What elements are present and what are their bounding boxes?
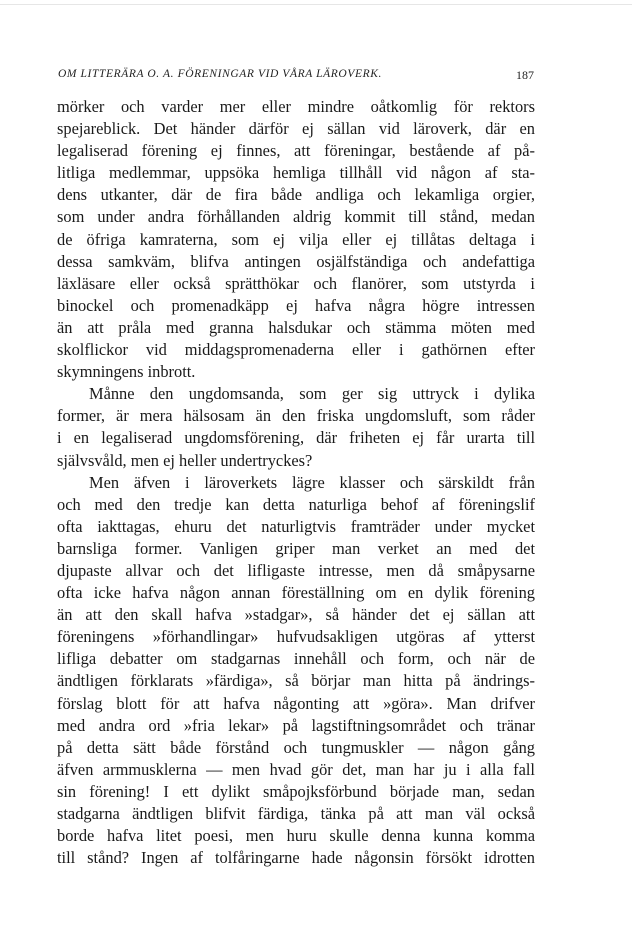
text-line: stadgarna ändtligen blifvit färdiga, tänka på att man väl också [57,804,535,823]
text-line: som under andra förhållanden aldrig kommit till stånd, medan [57,207,535,227]
text-line: i en legaliserad ungdomsförening, där friheten ej får urarta till [57,428,535,448]
text-line: ändtligen förklarats »färdiga», så börjar man hitta på ändrings- [57,671,535,691]
text-line: djupaste allvar och det lifligaste intresse, men då småpysarne [57,560,535,580]
body-text [57,96,535,869]
text-line: legaliserad förening ej finnes, att föreningar, bestående af på- [57,141,535,161]
text-line: mörker och varder mer eller mindre oåtkomlig för rektors [57,97,535,116]
text-line: skymningens inbrott. [57,362,196,382]
text-line: Månne den ungdomsanda, som ger sig uttryck i dylika [89,384,535,404]
text-line: borde hafva litet poesi, men huru skulle denna kunna komma [57,826,535,846]
text-line: än att pråla med granna halsdukar och stämma möten med [57,317,535,337]
text-line: med andra ord »fria lekar» på lagstiftningsområdet och tränar [57,715,535,735]
text-line: dessa samkväm, blifva antingen osjälfständiga och andefattiga [57,251,535,271]
text-line: ofta icke hafva någon annan föreställning om en dylik förening [57,583,535,603]
scan-edge [0,4,632,5]
text-line: och med den tredje kan detta naturliga behof af föreningslif [57,494,535,514]
text-line: äfven armmusklerna — men hvad gör det, man har ju i alla fall [57,759,535,779]
text-line: läxläsare eller också sprätthökar och flanörer, som utstyrda i [57,273,535,293]
text-line: binockel och promenadkäpp ej hafva några högre intressen [57,295,535,315]
text-line: dens utkanter, där de fira både andliga och lekamliga orgier, [57,185,535,205]
text-line: förslag blott för att hafva någonting att »göra». Man drifver [57,693,535,713]
text-line: barnsliga former. Vanligen griper man verket an med det [57,538,535,558]
running-head-title: OM LITTERÄRA O. A. FÖRENINGAR VID VÅRA LÄROVERK. [58,68,382,80]
text-line: sin förening! I ett dylikt småpojksförbund började man, sedan [57,781,535,801]
text-line: Men äfven i läroverkets lägre klasser och särskildt från [89,472,535,492]
text-line: ofta iakttagas, ehuru det naturligtvis framträder under mycket [57,516,535,536]
text-line: skolflickor vid middagspromenaderna eller i gathörnen efter [57,340,535,360]
text-line: former, är mera hälsosam än den friska ungdomsluft, som råder [57,406,535,426]
text-line: självsvåld, men ej heller undertryckes? [57,450,313,470]
text-line: föreningens »förhandlingar» hufvudsakligen utgöras af ytterst [57,627,535,647]
text-line: på detta sätt både förstånd och tungmuskler — någon gång [57,737,535,757]
text-line: än att den skall hafva »stadgar», så händer det ej sällan att [57,605,535,625]
running-head [58,68,534,86]
text-line: litliga medlemmar, uppsöka hemliga tillhåll vid någon af sta- [57,163,535,183]
text-line: till stånd? Ingen af tolfåringarne hade någonsin försökt idrotten [57,848,535,868]
text-line: de öfriga kamraterna, som ej vilja eller ej tillåtas deltaga i [57,229,535,249]
page-number: 187 [516,68,534,82]
text-line: lifliga debatter om stadgarnas innehåll och form, och när de [57,649,535,669]
text-line: spejareblick. Det händer därför ej sällan vid läroverk, där en [57,119,535,139]
